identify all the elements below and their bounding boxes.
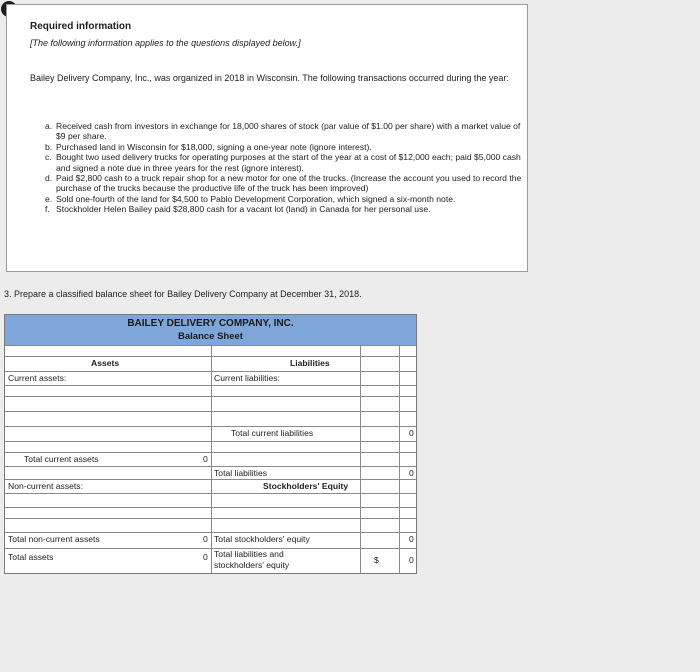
total-liab-equity-label-1: Total liabilities and: [214, 549, 284, 559]
balance-sheet-table: [4, 314, 417, 574]
transaction-item: e. Sold one-fourth of the land for $4,500 to Pablo Development Corporation, which signed a six-month note.: [45, 193, 456, 204]
total-non-current-assets-label: Total non-current assets: [8, 534, 100, 544]
transaction-item: b. Purchased land in Wisconsin for $18,000, signing a one-year note (ignore interest).: [45, 141, 372, 152]
equity-header: Stockholders' Equity: [263, 481, 349, 491]
transaction-item: f. Stockholder Helen Bailey paid $28,800 cash for a vacant lot (land) in Canada for her personal use.: [45, 204, 431, 215]
total-current-assets-value: 0: [203, 454, 208, 464]
info-intro: Bailey Delivery Company, Inc., was organized in 2018 in Wisconsin. The following transactions occurred during the year:: [30, 73, 509, 83]
total-equity-value: 0: [409, 534, 414, 544]
info-title: Required information: [30, 21, 132, 32]
non-current-assets-label: Non-current assets:: [8, 481, 83, 491]
transaction-item: d. Paid $2,800 cash to a truck repair shop for a new motor for one of the trucks. (Increase the account you used to record the purchase of the trucks because the productive life of the truck has been improved): [45, 173, 522, 194]
company-name: BAILEY DELIVERY COMPANY, INC.: [127, 318, 294, 329]
transaction-item: c. Bought two used delivery trucks for operating purposes at the start of the year at a cost of $12,000 each; paid $5,000 cash and signed a note due in three years for the rest (ignore interest).: [45, 152, 521, 173]
current-liabilities-label: Current liabilities:: [214, 373, 280, 383]
total-current-assets-label: Total current assets: [24, 454, 99, 464]
total-equity-label: Total stockholders' equity: [214, 534, 310, 544]
total-liab-equity-label-2: stockholders' equity: [214, 560, 290, 570]
sheet-header: [5, 315, 416, 345]
total-assets-value: 0: [203, 552, 208, 562]
assets-header: Assets: [91, 358, 120, 368]
current-assets-label: Current assets:: [8, 373, 67, 383]
liabilities-header: Liabilities: [290, 358, 330, 368]
total-assets-label: Total assets: [8, 552, 54, 562]
total-liabilities-label: Total liabilities: [214, 468, 268, 478]
total-non-current-assets-value: 0: [203, 534, 208, 544]
total-current-liabilities-label: Total current liabilities: [231, 428, 314, 438]
currency-symbol: $: [374, 555, 379, 565]
statement-title: Balance Sheet: [178, 331, 243, 342]
required-information-panel: [6, 4, 528, 272]
question-text: 3. Prepare a classified balance sheet for Bailey Delivery Company at December 31, 2018.: [4, 289, 362, 299]
info-subtitle: [The following information applies to the questions displayed below.]: [30, 38, 301, 48]
total-current-liabilities-value: 0: [409, 428, 414, 438]
total-liab-equity-value: 0: [409, 555, 414, 565]
total-liabilities-value: 0: [409, 468, 414, 478]
transactions-list: [45, 121, 523, 215]
transaction-item: a. Received cash from investors in exchange for 18,000 shares of stock (par value of $1.00 per share) with a market value of $9 per share.: [45, 121, 521, 142]
